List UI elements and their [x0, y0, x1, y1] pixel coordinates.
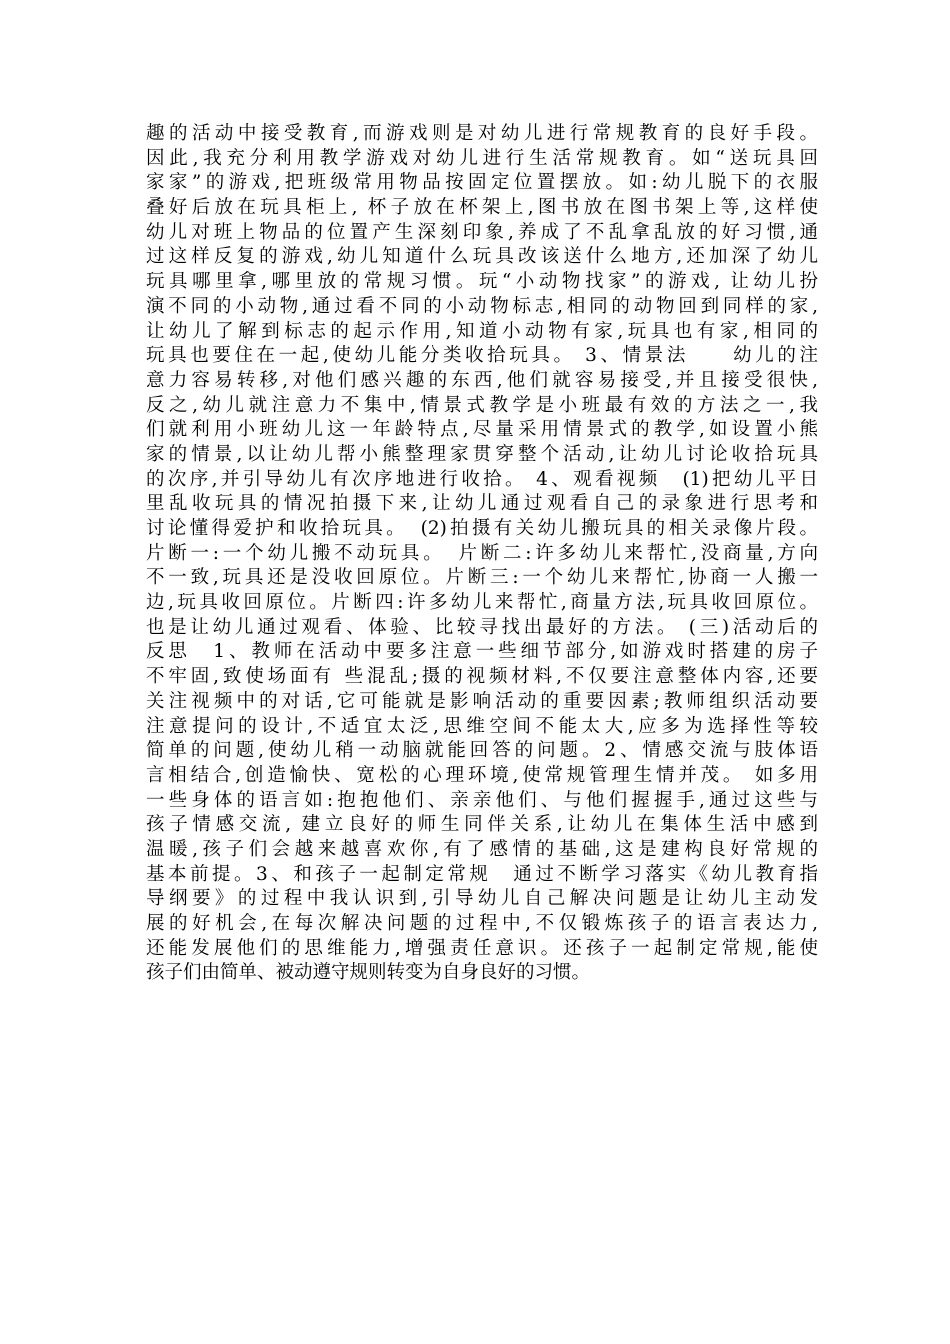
text-line: 反思 1、教师在活动中要多注意一些细节部分,如游戏时搭建的房子: [146, 641, 818, 663]
text-line: 家家”的游戏,把班级常用物品按固定位置摆放。如:幼儿脱下的衣服: [146, 172, 818, 194]
text-line: 孩子情感交流, 建立良好的师生同伴关系,让幼儿在集体生活中感到: [146, 814, 818, 836]
text-line: 言相结合,创造愉快、宽松的心理环境,使常规管理生情并茂。 如多用: [146, 764, 818, 786]
text-line: 一些身体的语言如:抱抱他们、亲亲他们、与他们握握手,通过这些与: [146, 789, 818, 811]
text-line: 展的好机会,在每次解决问题的过程中,不仅锻炼孩子的语言表达力,: [146, 913, 818, 934]
text-line: 过这样反复的游戏,幼儿知道什么玩具改该送什么地方,还加深了幼儿: [146, 246, 818, 268]
text-line: 边,玩具收回原位。片断四:许多幼儿来帮忙,商量方法,玩具收回原位。: [146, 592, 818, 614]
body-text: [146, 122, 818, 986]
text-line: 玩具哪里拿,哪里放的常规习惯。玩“小动物找家”的游戏, 让幼儿扮: [146, 271, 818, 293]
text-line: 叠好后放在玩具柜上, 杯子放在杯架上,图书放在图书架上等,这样使: [146, 197, 818, 219]
text-line: 家的情景,以让幼儿帮小熊整理家贯穿整个活动,让幼儿讨论收拾玩具: [146, 443, 818, 465]
text-line: 注意提问的设计,不适宜太泛,思维空间不能太大,应多为选择性等较: [146, 715, 818, 737]
text-line: 关注视频中的对话,它可能就是影响活动的重要因素;教师组织活动要: [146, 690, 818, 712]
text-line: 基本前提。3、和孩子一起制定常规 通过不断学习落实《幼儿教育指: [146, 863, 818, 885]
text-line: 演不同的小动物,通过看不同的小动物标志,相同的动物回到同样的家,: [146, 295, 818, 317]
text-line: 导纲要》的过程中我认识到,引导幼儿自己解决问题是让幼儿主动发: [146, 888, 818, 910]
text-line: 讨论懂得爱护和收拾玩具。 (2)拍摄有关幼儿搬玩具的相关录像片段。: [146, 518, 818, 539]
text-line: 里乱收玩具的情况拍摄下来,让幼儿通过观看自己的录象进行思考和: [146, 493, 818, 515]
text-line: 也是让幼儿通过观看、体验、比较寻找出最好的方法。 (三)活动后的: [146, 616, 818, 638]
text-line: 温暖,孩子们会越来越喜欢你,有了感情的基础,这是建构良好常规的: [146, 838, 818, 860]
text-line: 片断一:一个幼儿搬不动玩具。 片断二:许多幼儿来帮忙,没商量,方向: [146, 542, 818, 564]
text-line: 简单的问题,使幼儿稍一动脑就能回答的问题。2、情感交流与肢体语: [146, 740, 818, 762]
text-line: 不一致,玩具还是没收回原位。片断三:一个幼儿来帮忙,协商一人搬一: [146, 567, 818, 589]
text-line: 意力容易转移,对他们感兴趣的东西,他们就容易接受,并且接受很快,: [146, 369, 818, 391]
text-line: 不牢固,致使场面有 些混乱;摄的视频材料,不仅要注意整体内容,还要: [146, 666, 818, 688]
text-line: 趣的活动中接受教育,而游戏则是对幼儿进行常规教育的良好手段。: [146, 123, 818, 144]
text-line: 还能发展他们的思维能力,增强责任意识。还孩子一起制定常规,能使: [146, 937, 818, 959]
text-line: 让幼儿了解到标志的起示作用,知道小动物有家,玩具也有家,相同的: [146, 320, 818, 342]
text-line: 幼儿对班上物品的位置产生深刻印象,养成了不乱拿乱放的好习惯,通: [146, 221, 818, 243]
text-line: 孩子们由简单、被动遵守规则转变为自身良好的习惯。: [146, 962, 591, 984]
text-line: 因此,我充分利用教学游戏对幼儿进行生活常规教育。如“送玩具回: [146, 147, 818, 169]
text-line: 反之,幼儿就注意力不集中,情景式教学是小班最有效的方法之一,我: [146, 394, 818, 416]
text-line: 玩具也要住在一起,使幼儿能分类收拾玩具。 3、情景法 幼儿的注: [146, 345, 818, 367]
text-line: 的次序,并引导幼儿有次序地进行收拾。 4、观看视频 (1)把幼儿平日: [146, 468, 818, 490]
text-line: 们就利用小班幼儿这一年龄特点,尽量采用情景式的教学,如设置小熊: [146, 419, 818, 441]
